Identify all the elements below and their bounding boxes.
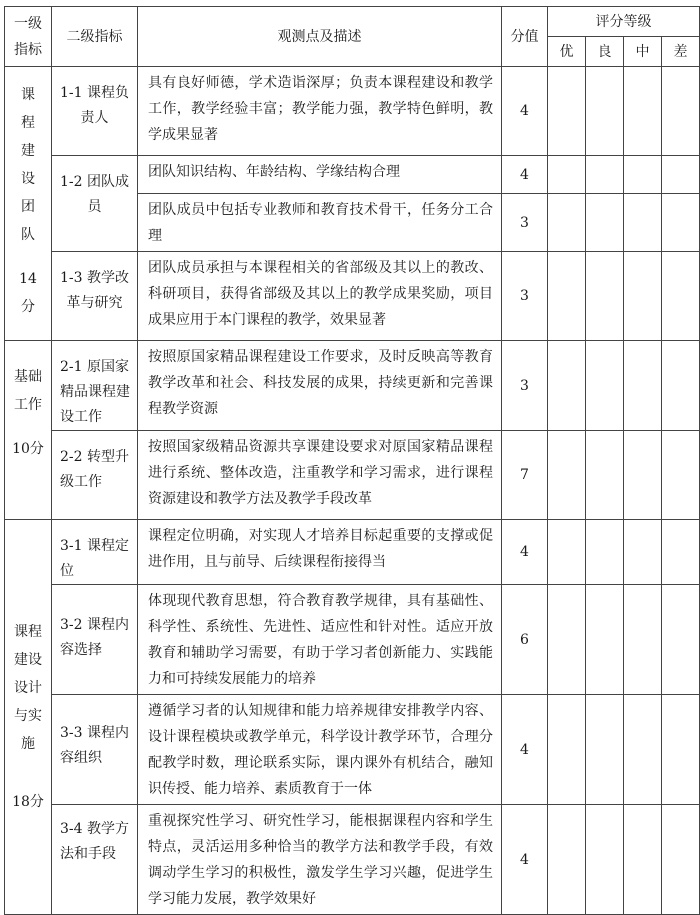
score-value: 3	[502, 194, 548, 252]
header-observation: 观测点及描述	[138, 7, 502, 67]
header-grade-title: 评分等级	[548, 7, 700, 37]
grade-fair-cell[interactable]	[624, 194, 662, 252]
table-row	[5, 67, 700, 156]
table-row	[5, 695, 700, 805]
grade-fair-cell[interactable]	[624, 431, 662, 520]
category-score: 18分	[12, 794, 44, 810]
grade-fair-cell[interactable]	[624, 520, 662, 585]
grade-poor-cell[interactable]	[662, 194, 700, 252]
sub-indicator: 3-1 课程定位	[52, 520, 138, 585]
score-value: 4	[502, 805, 548, 915]
category-name: 基础工作	[14, 369, 42, 413]
grade-good-cell[interactable]	[586, 156, 624, 194]
description: 遵循学习者的认知规律和能力培养规律安排教学内容、设计课程模块或教学单元，科学设计教学环节，合理分配教学时数，理论联系实际，课内课外有机结合，融知识传授、能力培养、素质教育于一体	[138, 695, 502, 805]
description: 团队成员中包括专业教师和教育技术骨干，任务分工合理	[138, 194, 502, 252]
grade-poor-cell[interactable]	[662, 67, 700, 156]
sub-indicator: 3-2 课程内容选择	[52, 585, 138, 695]
table-row	[5, 585, 700, 695]
grade-poor-cell[interactable]	[662, 695, 700, 805]
grade-good-cell[interactable]	[586, 805, 624, 915]
header-level1: 一级指标	[5, 7, 52, 67]
header-grade-excellent: 优	[548, 37, 586, 67]
grade-good-cell[interactable]	[586, 341, 624, 431]
grade-poor-cell[interactable]	[662, 585, 700, 695]
sub-indicator: 2-1 原国家精品课程建设工作	[52, 341, 138, 431]
grade-fair-cell[interactable]	[624, 67, 662, 156]
grade-good-cell[interactable]	[586, 431, 624, 520]
grade-excellent-cell[interactable]	[548, 156, 586, 194]
category-design	[5, 520, 52, 915]
sub-indicator: 3-4 教学方法和手段	[52, 805, 138, 915]
grade-good-cell[interactable]	[586, 585, 624, 695]
category-score: 10分	[12, 441, 44, 457]
table-row	[5, 431, 700, 520]
category-name: 课程建设设计与实施	[14, 624, 42, 752]
description: 团队知识结构、年龄结构、学缘结构合理	[138, 156, 502, 194]
category-score: 14分	[19, 271, 37, 315]
grade-fair-cell[interactable]	[624, 156, 662, 194]
table-row	[5, 252, 700, 341]
grade-fair-cell[interactable]	[624, 341, 662, 431]
header-grade-poor: 差	[662, 37, 700, 67]
grade-excellent-cell[interactable]	[548, 431, 586, 520]
grade-excellent-cell[interactable]	[548, 805, 586, 915]
grade-excellent-cell[interactable]	[548, 585, 586, 695]
grade-excellent-cell[interactable]	[548, 520, 586, 585]
grade-excellent-cell[interactable]	[548, 341, 586, 431]
sub-indicator: 1-1 课程负责人	[52, 67, 138, 156]
table-row	[5, 520, 700, 585]
description: 按照原国家精品课程建设工作要求，及时反映高等教育教学改革和社会、科技发展的成果，持续更新和完善课程教学资源	[138, 341, 502, 431]
grade-fair-cell[interactable]	[624, 805, 662, 915]
grade-poor-cell[interactable]	[662, 252, 700, 341]
sub-indicator: 1-3 教学改革与研究	[52, 252, 138, 341]
grade-good-cell[interactable]	[586, 520, 624, 585]
score-value: 4	[502, 695, 548, 805]
description: 具有良好师德，学术造诣深厚；负责本课程建设和教学工作，教学经验丰富；教学能力强，教学特色鲜明，教学成果显著	[138, 67, 502, 156]
category-team	[5, 67, 52, 341]
score-value: 6	[502, 585, 548, 695]
sub-indicator: 3-3 课程内容组织	[52, 695, 138, 805]
evaluation-table	[4, 6, 700, 915]
description: 按照国家级精品资源共享课建设要求对原国家精品课程进行系统、整体改造，注重教学和学习需求，进行课程资源建设和教学方法及教学手段改革	[138, 431, 502, 520]
grade-poor-cell[interactable]	[662, 520, 700, 585]
grade-good-cell[interactable]	[586, 194, 624, 252]
score-value: 7	[502, 431, 548, 520]
grade-good-cell[interactable]	[586, 252, 624, 341]
score-value: 4	[502, 156, 548, 194]
description: 重视探究性学习、研究性学习，能根据课程内容和学生特点，灵活运用多种恰当的教学方法和教学手段，有效调动学生学习的积极性，激发学生学习兴趣，促进学生学习能力发展，教学效果好	[138, 805, 502, 915]
grade-fair-cell[interactable]	[624, 252, 662, 341]
table-row	[5, 805, 700, 915]
table-row	[5, 156, 700, 194]
header-grade-fair: 中	[624, 37, 662, 67]
header-score: 分值	[502, 7, 548, 67]
evaluation-table-container	[4, 6, 700, 915]
category-basic-work	[5, 341, 52, 520]
grade-excellent-cell[interactable]	[548, 67, 586, 156]
grade-good-cell[interactable]	[586, 67, 624, 156]
description: 体现现代教育思想，符合教育教学规律，具有基础性、科学性、系统性、先进性、适应性和针对性。适应开放教育和辅助学习需要，有助于学习者创新能力、实践能力和可持续发展能力的培养	[138, 585, 502, 695]
grade-fair-cell[interactable]	[624, 585, 662, 695]
score-value: 3	[502, 252, 548, 341]
description: 课程定位明确，对实现人才培养目标起重要的支撑或促进作用，且与前导、后续课程衔接得当	[138, 520, 502, 585]
grade-fair-cell[interactable]	[624, 695, 662, 805]
grade-excellent-cell[interactable]	[548, 695, 586, 805]
category-name: 课程建设团队	[21, 87, 35, 243]
grade-excellent-cell[interactable]	[548, 194, 586, 252]
sub-indicator: 2-2 转型升级工作	[52, 431, 138, 520]
header-grade-good: 良	[586, 37, 624, 67]
grade-excellent-cell[interactable]	[548, 252, 586, 341]
description: 团队成员承担与本课程相关的省部级及其以上的教改、科研项目，获得省部级及其以上的教学成果奖励，项目成果应用于本门课程的教学，效果显著	[138, 252, 502, 341]
sub-indicator: 1-2 团队成员	[52, 156, 138, 252]
grade-poor-cell[interactable]	[662, 431, 700, 520]
score-value: 3	[502, 341, 548, 431]
grade-poor-cell[interactable]	[662, 341, 700, 431]
header-level2: 二级指标	[52, 7, 138, 67]
score-value: 4	[502, 520, 548, 585]
score-value: 4	[502, 67, 548, 156]
grade-poor-cell[interactable]	[662, 156, 700, 194]
table-row	[5, 341, 700, 431]
grade-poor-cell[interactable]	[662, 805, 700, 915]
grade-good-cell[interactable]	[586, 695, 624, 805]
